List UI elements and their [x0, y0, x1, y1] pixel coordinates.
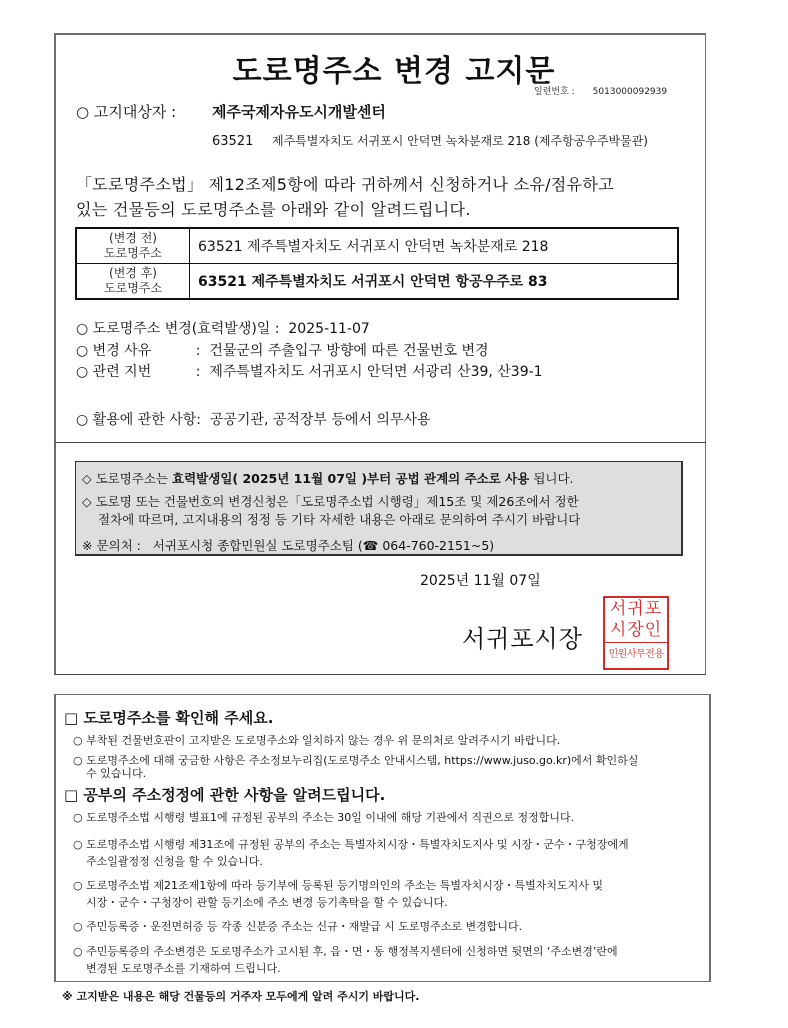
- effective-suffix: 됩니다.: [533, 471, 574, 486]
- serial-number: [534, 84, 667, 97]
- serial-label: 일련번호 :: [534, 87, 575, 97]
- target-name: 제주국제자유도시개발센터: [212, 103, 386, 121]
- issue-date: 2025년 11월 07일: [420, 573, 541, 589]
- guide-item-text-cont: 수 있습니다.: [86, 767, 147, 780]
- guide-item-text: ○ 부착된 건물번호판이 고지받은 도로명주소와 일치하지 않는 경우 위 문의처로 알려주시기 바랍니다.: [73, 734, 561, 747]
- footer-note: ※ 고지받은 내용은 해당 건물등의 거주자 모두에게 알려 주시기 바랍니다.: [62, 990, 420, 1003]
- address-change-table: [75, 227, 679, 300]
- guide-item-text: ○ 도로명주소법 시행령 제31조에 규정된 공부의 주소는 특별자치시장・특별자치도지사 및 시장・군수・구청장에게: [73, 838, 629, 851]
- after-label-line2: 도로명주소: [104, 281, 162, 295]
- after-address: 63521 제주특별자치도 서귀포시 안덕면 항공우주로 83: [190, 264, 679, 300]
- contact-label: ※ 문의처 :: [82, 538, 141, 553]
- guide-item: [73, 879, 693, 909]
- guide-item-text: ○ 도로명주소법 시행령 별표1에 규정된 공부의 주소는 30일 이내에 해당 기관에서 직권으로 정정합니다.: [73, 811, 575, 824]
- change-request-line: ◇ 도로명 또는 건물번호의 변경신청은「도로명주소법 시행령」제15조 및 제26조에서 정한: [82, 494, 579, 509]
- guide-item-text: ○ 주민등록증의 주소변경은 도로명주소가 고시된 후, 읍・면・동 행정복지센터에 신청하면 뒷면의 ‘주소변경’란에: [73, 945, 618, 958]
- after-label-line1: (변경 후): [109, 266, 157, 280]
- before-label-line2: 도로명주소: [104, 246, 162, 260]
- guide-item-text: ○ 도로명주소법 제21조제1항에 따라 등기부에 등록된 등기명의인의 주소는 특별자치시장・특별자치도지사 및: [73, 879, 603, 892]
- after-label: [76, 264, 190, 300]
- guide-item-text: ○ 주민등록증・운전면허증 등 각종 신분증 주소는 신규・재발급 시 도로명주소로 변경합니다.: [73, 920, 523, 933]
- table-row-after: [76, 264, 678, 300]
- usage-line: ○ 활용에 관한 사항: 공공기관, 공적장부 등에서 의무사용: [76, 412, 431, 428]
- contact-value: 서귀포시청 종합민원실 도로명주소팀 (☎ 064-760-2151~5): [152, 538, 495, 553]
- intro-line-1: 「도로명주소법」 제12조제5항에 따라 귀하께서 신청하거나 소유/점유하고: [76, 175, 614, 194]
- guide-item: [73, 945, 693, 975]
- guide-item-text-cont: 시장・군수・구청장이 관할 등기소에 주소 변경 등기촉탁을 할 수 있습니다.: [86, 896, 448, 909]
- guide-item: [73, 734, 693, 747]
- guide-item: [73, 838, 693, 868]
- intro-line-2: 있는 건물등의 도로명주소를 아래와 같이 알려드립니다.: [76, 200, 471, 219]
- stamp-line-1: 서귀포: [609, 599, 663, 619]
- serial-value: 5013000092939: [592, 87, 668, 97]
- section-record-correction-title: □ 공부의 주소정정에 관한 사항을 알려드립니다.: [64, 786, 386, 804]
- guide-item-text-cont: 주소일괄정정 신청을 할 수 있습니다.: [86, 855, 263, 868]
- guide-item: [73, 920, 693, 933]
- guide-item: [73, 811, 693, 824]
- guide-item-text-cont: 변경된 도로명주소를 기재하여 드립니다.: [86, 962, 281, 975]
- section-check-address-title: □ 도로명주소를 확인해 주세요.: [64, 709, 274, 727]
- target-address: 제주특별자치도 서귀포시 안덕면 녹차분재로 218 (제주항공우주박물관): [272, 134, 648, 148]
- effective-bold: 효력발생일( 2025년 11월 07일 )부터 공법 관계의 주소로 사용: [172, 471, 530, 486]
- table-row-before: [76, 228, 678, 264]
- related-lot-line: ○ 관련 지번 : 제주특별자치도 서귀포시 안덕면 서광리 산39, 산39-1: [76, 364, 543, 380]
- official-seal-stamp: [603, 596, 669, 670]
- before-address: 63521 제주특별자치도 서귀포시 안덕면 녹차분재로 218: [190, 228, 679, 264]
- issuer-name: 서귀포시장: [462, 625, 583, 653]
- stamp-line-3: 민원사무전용: [605, 642, 667, 660]
- guide-item-text: ○ 도로명주소에 대해 궁금한 사항은 주소정보누리집(도로명주소 안내시스템, https://www.juso.go.kr)에서 확인하실: [73, 754, 639, 767]
- change-request-line-2: 절차에 따르며, 고지내용의 정정 등 기타 자세한 내용은 아래로 문의하여 주시기 바랍니다: [98, 512, 581, 527]
- effective-prefix: ◇ 도로명주소는: [82, 471, 173, 486]
- target-zip: 63521: [212, 134, 254, 149]
- stamp-line-2: 시장인: [609, 620, 663, 640]
- before-label-line1: (변경 전): [109, 231, 157, 245]
- effective-usage-line: [82, 469, 574, 487]
- target-label: ○ 고지대상자 :: [76, 103, 177, 121]
- contact-line: [82, 536, 494, 554]
- guide-item: [73, 754, 693, 780]
- section-divider: [55, 442, 706, 443]
- effective-date-line: ○ 도로명주소 변경(효력발생)일 : 2025-11-07: [76, 321, 370, 337]
- before-label: [76, 228, 190, 264]
- change-reason-line: ○ 변경 사유 : 건물군의 주출입구 방향에 따른 건물번호 변경: [76, 343, 489, 359]
- document-title: 도로명주소 변경 고지문: [232, 54, 556, 89]
